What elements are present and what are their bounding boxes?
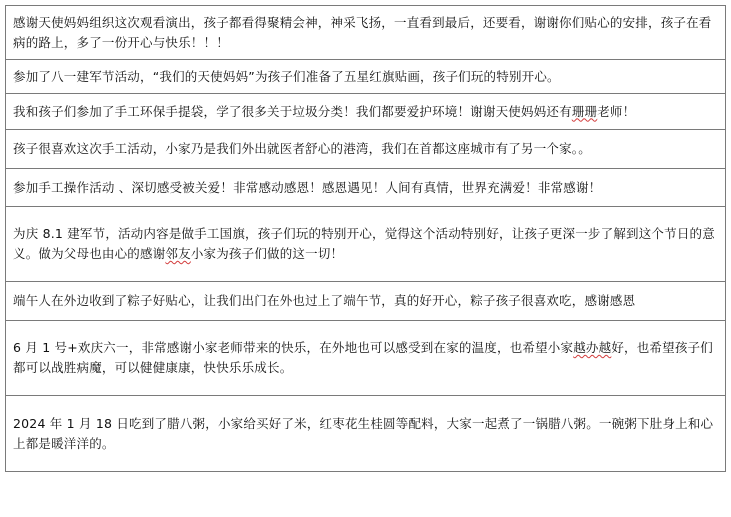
feedback-cell: 端午人在外边收到了粽子好贴心，让我们出门在外也过上了端午节，真的好开心，粽子孩子很喜欢吃，感谢感恩 xyxy=(6,282,726,321)
feedback-text: 为庆 8.1 建军节，活动内容是做手工国旗，孩子们玩的特别开心，觉得这个活动特别好，让孩子更深一步了解到这个节日的意义。做为父母也由心的感谢 xyxy=(13,226,715,261)
table-row xyxy=(6,6,726,60)
table-row xyxy=(6,282,726,321)
spellcheck-flagged-word: 邻友 xyxy=(165,246,191,261)
feedback-text: 老师！ xyxy=(597,103,636,119)
feedback-cell: 感谢天使妈妈组织这次观看演出，孩子都看得聚精会神，神采飞扬，一直看到最后，还要看，谢谢你们贴心的安排，孩子在看病的路上，多了一份开心与快乐！！！ xyxy=(6,6,726,60)
table-row xyxy=(6,60,726,94)
feedback-text: 小家为孩子们做的这一切！ xyxy=(190,246,344,261)
spellcheck-flagged-word: 珊珊 xyxy=(571,103,598,119)
feedback-cell: 参加了八一建军节活动，“我们的天使妈妈”为孩子们准备了五星红旗贴画，孩子们玩的特别开心。 xyxy=(6,60,726,94)
feedback-cell xyxy=(6,321,726,396)
table-row xyxy=(6,396,726,472)
feedback-table xyxy=(5,5,726,472)
feedback-cell xyxy=(6,94,726,130)
feedback-cell: 参加手工操作活动 、深切感受被关爱！非常感动感恩！感恩遇见！人间有真情，世界充满爱！非常感谢！ xyxy=(6,169,726,207)
table-row xyxy=(6,321,726,396)
feedback-cell xyxy=(6,207,726,282)
feedback-cell: 2024 年 1 月 18 日吃到了腊八粥，小家给买好了米，红枣花生桂圆等配料，大家一起煮了一锅腊八粥。一碗粥下肚身上和心上都是暖洋洋的。 xyxy=(6,396,726,472)
table-row xyxy=(6,169,726,207)
table-row xyxy=(6,207,726,282)
feedback-text: 我和孩子们参加了手工环保手提袋，学了很多关于垃圾分类！我们都要爱护环境！谢谢天使妈妈还有 xyxy=(13,103,572,119)
feedback-text: 好，也希望孩子们都可以战胜病魔，可以健健康康，快快乐乐成长。 xyxy=(13,340,713,375)
table-row xyxy=(6,130,726,169)
feedback-text: 6 月 1 号+欢庆六一，非常感谢小家老师带来的快乐，在外地也可以感受到在家的温度，也希望小家 xyxy=(13,340,574,355)
spellcheck-flagged-word: 越办越 xyxy=(573,340,612,355)
feedback-cell: 孩子很喜欢这次手工活动，小家乃是我们外出就医者舒心的港湾，我们在首都这座城市有了另一个家。。 xyxy=(6,130,726,169)
table-row xyxy=(6,94,726,130)
